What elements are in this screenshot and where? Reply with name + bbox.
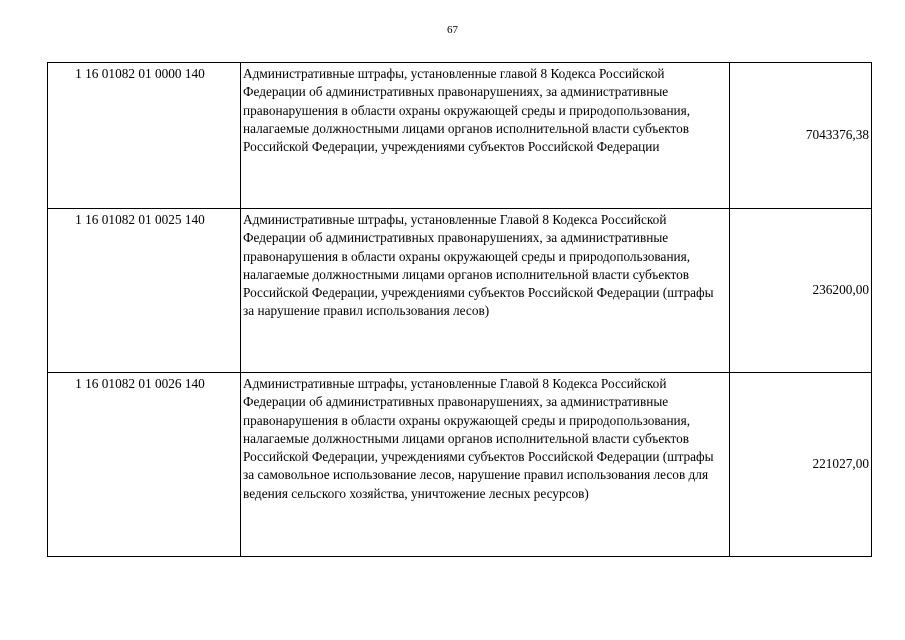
amount-cell: 221027,00: [730, 373, 872, 557]
table-row: [48, 373, 872, 557]
description-cell: Административные штрафы, установленные Главой 8 Кодекса Российской Федерации об административных правонарушениях, за административные правонарушения в области охраны окружающей среды и природопользования, налагаемые должностными лицами органов исполнительной власти субъектов Российской Федерации, учреждениями субъектов Российской Федерации (штрафы за нарушение правил использования лесов): [241, 209, 730, 373]
budget-code-cell: 1 16 01082 01 0000 140: [48, 63, 241, 209]
budget-code-cell: 1 16 01082 01 0026 140: [48, 373, 241, 557]
description-cell: Административные штрафы, установленные главой 8 Кодекса Российской Федерации об административных правонарушениях, за административные правонарушения в области охраны окружающей среды и природопользования, налагаемые должностными лицами органов исполнительной власти субъектов Российской Федерации, учреждениями субъектов Российской Федерации: [241, 63, 730, 209]
page-number: 67: [447, 24, 458, 36]
table-row: [48, 209, 872, 373]
budget-revenue-table: [47, 62, 872, 557]
description-cell: Административные штрафы, установленные Главой 8 Кодекса Российской Федерации об административных правонарушениях, за административные правонарушения в области охраны окружающей среды и природопользования, налагаемые должностными лицами органов исполнительной власти субъектов Российской Федерации, учреждениями субъектов Российской Федерации (штрафы за самовольное использование лесов, нарушение правил использования лесов для ведения сельского хозяйства, уничтожение лесных ресурсов): [241, 373, 730, 557]
amount-cell: 7043376,38: [730, 63, 872, 209]
budget-code-cell: 1 16 01082 01 0025 140: [48, 209, 241, 373]
amount-cell: 236200,00: [730, 209, 872, 373]
table-row: [48, 63, 872, 209]
